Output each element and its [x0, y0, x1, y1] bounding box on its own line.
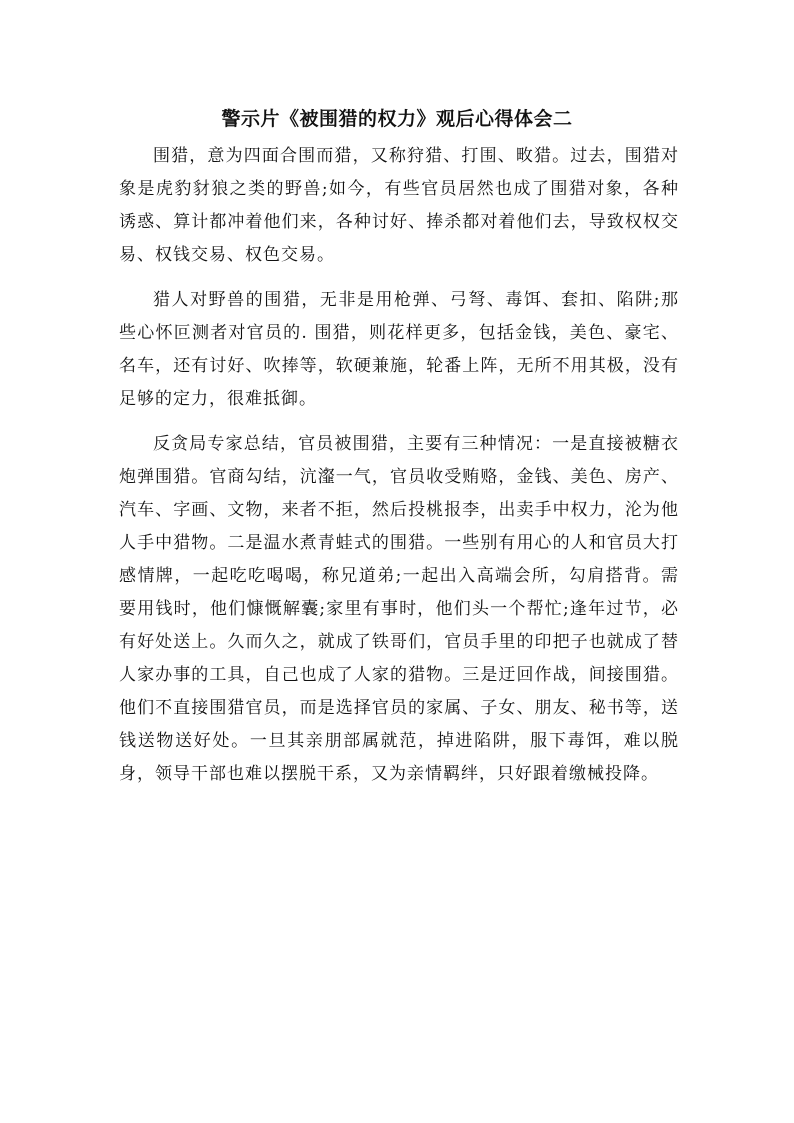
paragraph-1: 围猎，意为四面合围而猎，又称狩猎、打围、畋猎。过去，围猎对象是虎豹豺狼之类的野兽;如今，有些官员居然也成了围猎对象，各种诱惑、算计都冲着他们来，各种讨好、捧杀都对着他们去，导致权权交易、权钱交易、权色交易。	[119, 146, 679, 265]
document-body	[119, 140, 679, 803]
document-title: 警示片《被围猎的权力》观后心得体会二	[221, 108, 573, 130]
paragraph-3: 反贪局专家总结，官员被围猎，主要有三种情况：一是直接被糖衣炮弹围猎。官商勾结，沆瀣一气，官员收受贿赂，金钱、美色、房产、汽车、字画、文物，来者不拒，然后投桃报李，出卖手中权力，沦为他人手中猎物。二是温水煮青蛙式的围猎。一些别有用心的人和官员大打感情牌，一起吃吃喝喝，称兄道弟;一起出入高端会所，勾肩搭背。需要用钱时，他们慷慨解囊;家里有事时，他们头一个帮忙;逢年过节，必有好处送上。久而久之，就成了铁哥们，官员手里的印把子也就成了替人家办事的工具，自己也成了人家的猎物。三是迂回作战，间接围猎。他们不直接围猎官员，而是选择官员的家属、子女、朋友、秘书等，送钱送物送好处。一旦其亲朋部属就范，掉进陷阱，服下毒饵，难以脱身，领导干部也难以摆脱干系，又为亲情羁绊，只好跟着缴械投降。	[119, 434, 679, 784]
paragraph-2: 猎人对野兽的围猎，无非是用枪弹、弓弩、毒饵、套扣、陷阱;那些心怀叵测者对官员的. 围猎，则花样更多，包括金钱，美色、豪宅、名车，还有讨好、吹捧等，软硬兼施，轮番上阵，无所不用其极，没有足够的定力，很难抵御。	[119, 290, 679, 409]
